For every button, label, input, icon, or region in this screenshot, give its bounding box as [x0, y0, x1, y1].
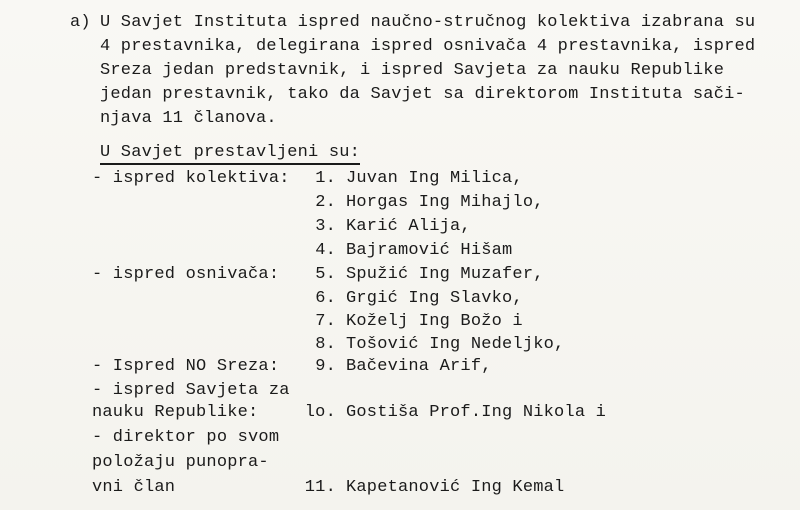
group-label-savjet-line-1: - ispred Savjeta za [92, 381, 290, 400]
member-number: 2. [315, 193, 336, 212]
member-name: Bačevina Arif, [346, 357, 492, 376]
member-number: 6. [315, 289, 336, 308]
member-name: Gostiša Prof.Ing Nikola i [346, 403, 607, 422]
paragraph-line-5: njava 11 članova. [100, 109, 277, 128]
member-name: Karić Alija, [346, 217, 471, 236]
section-marker: a) [70, 13, 91, 32]
member-name: Juvan Ing Milica, [346, 169, 523, 188]
group-label-srez: - Ispred NO Sreza: [92, 357, 280, 376]
paragraph-line-2: 4 prestavnika, delegirana ispred osnivača 4 prestavnika, ispred [100, 37, 756, 56]
member-number: 7. [315, 312, 336, 331]
list-heading: U Savjet prestavljeni su: [100, 143, 360, 165]
member-number: 5. [315, 265, 336, 284]
paragraph-line-3: Sreza jedan predstavnik, i ispred Savjeta za nauku Republike [100, 61, 725, 80]
member-name: Kapetanović Ing Kemal [346, 478, 565, 497]
group-label-direktor-line-1: - direktor po svom [92, 428, 280, 447]
member-name: Grgić Ing Slavko, [346, 289, 523, 308]
member-number: 11. [304, 478, 336, 497]
member-number: lo. [304, 403, 336, 422]
member-name: Tošović Ing Nedeljko, [346, 335, 565, 354]
group-label-kolektiv: - ispred kolektiva: [92, 169, 290, 188]
member-name: Koželj Ing Božo i [346, 312, 523, 331]
member-number: 3. [315, 217, 336, 236]
group-label-direktor-line-2: položaju punopra- [92, 453, 269, 472]
member-number: 1. [315, 169, 336, 188]
member-number: 9. [315, 357, 336, 376]
group-label-savjet-line-2: nauku Republike: [92, 403, 259, 422]
member-name: Spužić Ing Muzafer, [346, 265, 544, 284]
member-name: Bajramović Hišam [346, 241, 513, 260]
member-number: 4. [315, 241, 336, 260]
paragraph-line-1: U Savjet Instituta ispred naučno-stručnog kolektiva izabrana su [100, 13, 756, 32]
paragraph-line-4: jedan prestavnik, tako da Savjet sa direktorom Instituta sači- [100, 85, 745, 104]
group-label-direktor-line-3: vni član [92, 478, 176, 497]
group-label-osnivaci: - ispred osnivača: [92, 265, 280, 284]
member-name: Horgas Ing Mihajlo, [346, 193, 544, 212]
member-number: 8. [315, 335, 336, 354]
